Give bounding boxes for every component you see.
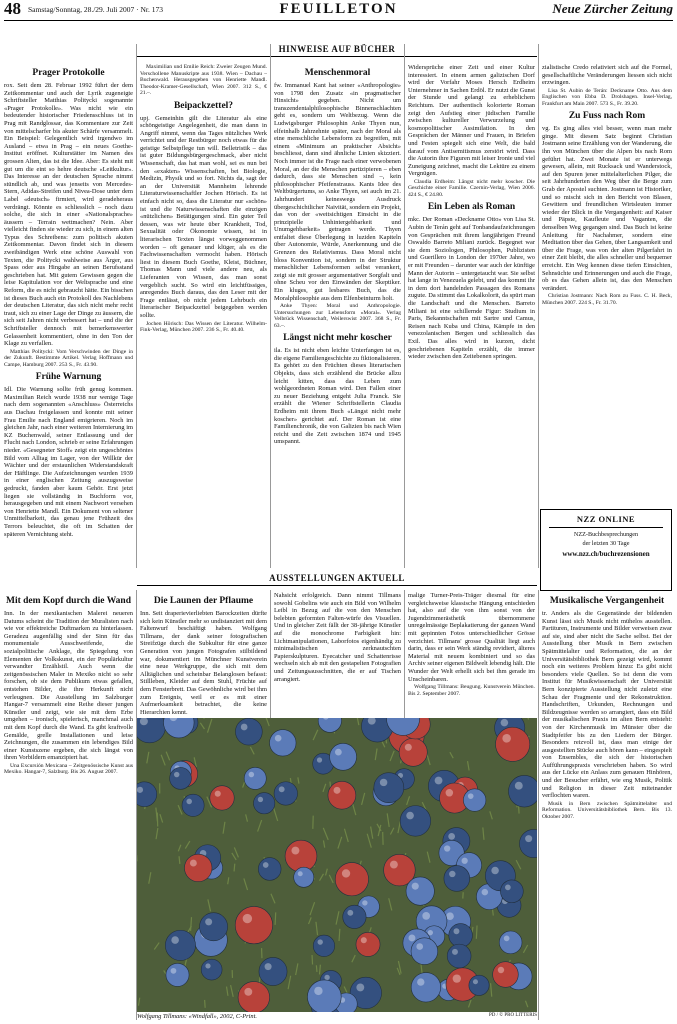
article-title: Prager Protokolle — [32, 68, 105, 78]
fruit-highlight — [390, 861, 398, 869]
column-4-bottom — [408, 592, 535, 716]
plum-fruit — [201, 959, 222, 980]
fruit-highlight — [171, 936, 179, 944]
plum-fruit — [330, 743, 357, 770]
fruit-highlight — [504, 936, 510, 942]
article-title: Frühe Warnung — [35, 372, 102, 383]
fruit-highlight — [449, 871, 455, 877]
apple-fruit — [493, 962, 519, 988]
fruit-highlight — [318, 939, 323, 944]
fruit-highlight — [468, 793, 474, 799]
fruit-highlight — [205, 963, 210, 968]
fruit-highlight — [408, 934, 415, 941]
fruit-highlight — [314, 987, 322, 995]
column-3-bottom — [274, 592, 401, 716]
fallen-fruit-image — [137, 718, 537, 1012]
fruit-highlight — [205, 918, 212, 925]
fruit-highlight — [473, 979, 478, 984]
plum-fruit — [444, 866, 470, 892]
plum-fruit — [170, 767, 192, 789]
article-text: upj. Gemeinhin gilt die Literatur als eine schöngeistige Angelegenheit, die man dann in Angriff nimmt, wenn das Tages nützliches Werk verrichtet und der Restbürger noch etwas für die geistige Selbstpflege tun will. Belletristik – das ist guter Bildungsbürgergeschmack, aber nicht Wissenschaft, das hat man wohl, sei es nun bei den «exakten» Wissenschaften, bei Biologie, Medizin, Physik und so fort. Nichts da, sagt der an der Universität Mannheim lehrende Literaturwissenschaftler Jochen Hörisch. Es ist einfach nicht so, dass die Literatur nur «schön» ist und die Naturwissenschaften die einzigen «nützlichen» Betätigungen sind. Ein guter Teil dessen, was wir heute über Krankheit, Tod, Sexualität oder Ökonomie wissen, ist in literarischen Texten längst vorweggenommen worden – oft genauer und klüger, als es die Fachwissenschaften vermocht haben. Hörisch liest in diesem Buch Goethe, Kleist, Büchner, Thomas Mann und viele andere neu, als Lieferanten von Wissen, das man sonst vergeblich sucht. So wird ein leichtfüssiges, anregendes Buch daraus, das den Leser mit der Frage entlässt, ob nicht jedem Lehrbuch ein literarischer Beipackzettel beigegeben werden sollte. — [140, 114, 267, 319]
fruit-highlight — [279, 786, 285, 792]
article-text: fw. Immanuel Kant hat seiner «Anthropologie» von 1798 den Zusatz «in pragmatischer Hinsicht» gegeben. Nicht um transzendentalphilosophische Binnenschlachten geht es, sondern um Weltbezug. Wenn die Ludwigsburger Philosophin Anke Thyen nun, elfeinhalb Jahrzehnte später, nach der Moral als eine menschliche Lebensform zu begreifen, mit einem «Minimum an praktischer Absicht» beschliesst, dann sind ähnliche Linien skizziert. Noch immer ist die Frage nach einer verwobenen Moral, an der die Menschen partizipieren – eben dadurch, dass sie Menschen sind –, kein philosophischer Pfeifenstrauss. Kants Idee des Weltbürgertums, so Anke Thyen, sei auch im 21. Jahrhundert keineswegs Ausdruck übergeschichtlicher Naivität, sondern ein Projekt, das von der «weitsichtigen Einsicht in die prinzipielle Unhintergehbarkeit und Unumgehbarkeit» getragen werde. Thyen entfaltet diese Überlegung in luziden Kapiteln über Autonomie, Würde, Anerkennung und die Grenzen des Relativismus. Dass Moral nicht bloss Konvention ist, sondern in der Struktur menschlicher Lebensformen selbst verankert, zeigt sie mit grosser argumentativer Sorgfalt und ohne Scheu vor den Einwänden der Skeptiker. Ein kluges, gut lesbares Buch, das die Moralphilosophie aus dem Elfenbeinturm holt. — [274, 82, 401, 302]
grass-blade — [179, 856, 180, 864]
fruit-highlight — [452, 949, 458, 955]
fruit-highlight — [171, 968, 177, 974]
fruit-highlight — [258, 797, 263, 802]
box-divider — [549, 527, 663, 528]
fruit-photo — [137, 718, 537, 1012]
article-title: Die Launen der Pflaume — [153, 596, 254, 606]
column-rule — [270, 590, 271, 718]
column-2-bottom — [140, 592, 267, 716]
apple-fruit — [238, 982, 270, 1012]
plum-fruit — [499, 931, 522, 954]
article-title: Beipackzettel? — [173, 100, 234, 111]
plum-fruit — [270, 730, 297, 757]
apple-fruit — [496, 727, 530, 761]
article-title: Mit dem Kopf durch die Wand — [5, 596, 132, 606]
plum-fruit — [259, 957, 287, 985]
column-4-top — [408, 64, 535, 567]
article-title: Zu Fuss nach Rom — [568, 111, 646, 122]
column-5-top — [542, 64, 672, 506]
plum-fruit — [374, 773, 404, 803]
fruit-highlight — [275, 735, 282, 742]
exhibition-reference: Una Excursión Mexicana – Zeitgenössische Kunst aus Mexiko. Hangar-7, Salzburg. Bis 26. August 2007. — [4, 762, 133, 776]
book-reference: Claudia Erdheim: Längst nicht mehr koscher. Die Geschichte einer Familie. Czernin-Verlag, Wien 2006. 424 S., € 24.80. — [408, 178, 535, 198]
fruit-highlight — [317, 757, 322, 762]
column-rule — [136, 44, 137, 568]
fruit-highlight — [265, 963, 272, 970]
fruit-highlight — [406, 812, 414, 820]
fruit-highlight — [342, 869, 350, 877]
plum-fruit — [244, 767, 266, 789]
plum-fruit — [449, 924, 473, 948]
article-text: ila. Es ist nicht eben leichte Unterfangen ist es, die eigene Familiengeschichte zu fiktionalisieren. Es gehört zu den Früchten dieses literarischen Objekts, dass sich erzählend die Brücke allzu leicht kitten, dass das Leben zum wohlgeordneten Roman wird. Den Fallen einer zu neuer Beziehung entgeht Julia Franck. Sie erzählt die Wiener Schriftstellerin Claudia Erdheim mit ihrem Buch «Längst nicht mehr koscher» gerichtet auf. Der Roman ist eine Familienchronik, die von Galizien bis nach Wien reicht und die Zeit zwischen 1874 und 1945 umspannt. — [274, 347, 401, 446]
plum-fruit — [509, 775, 537, 807]
fruit-highlight — [241, 724, 248, 731]
fruit-highlight — [291, 847, 299, 855]
plum-fruit — [274, 782, 297, 805]
book-reference: Lisa St. Aubin de Terán: Deckname Otto. Aus dem Englischen von Ebba D. Drolshagen. Insel-Verlag, Frankfurt am Main 2007. 573 S., Fr. 39.20. — [542, 87, 672, 107]
fruit-highlight — [263, 862, 269, 868]
plum-fruit — [469, 975, 489, 995]
nzz-online-line2: der letzten 30 Tage — [582, 540, 630, 547]
article-text: Inn. In der mexikanischen Malerei neueren Datums scheint die Tradition der Muralisten nach wie vor effektreiche Duftmarken zu hinterlassen. Geradezu augenfällig sind der Sinn für das monumentale Ausschweifende, die sozialpolitische Anklage, die Spiegelung von Elementen der Volkskunst, ein der Populärkultur verwandter Erzählstil. Auch wenn die zeitgenössischen Maler in Mexiko nicht so sehr forschen, ob sie dem Publikum etwas gefallen, entstehen Bilder, die ihre Herkunft nicht verleugnen. Die Ausstellung im Salzburger Hangar-7 versammelt eine Reihe dieser jungen Künstler und zeigt, wie sie mit dem Erbe umgehen – ironisch, spielerisch, manchmal auch mit dem Kopf durch die Wand. Es gibt kraftvolle Gemälde, grelle Installationen und leise Zeichnungen, die zusammen ein lebendiges Bild einer Kunstszene ergeben, die sich längst von ihren Vorbildern emanzipiert hat. — [4, 610, 133, 762]
article-text: malige Turner-Preis-Träger diesmal für eine vergleichsweise klassische Hängung entschieden hat, also auf die von ihm sonst von der Jugendzimmerästhetik übernommene unregelmässige Beplakatierung der ganzen Wand mit gepinnten Fotos unterschiedlicher Grösse verzichtet. Tillmans' grosse Qualität liegt auch darin, dass er sein Werk ständig revidiert, älteres Material mit neuem kombiniert und so das Archiv seiner eigenen Bildwelt lebendig hält. Die Wunder der Welt erhellt sich bei ihm gerade im Unscheinbaren. — [408, 592, 535, 683]
exhibition-reference: Musik in Bern zwischen Spätmittelalter und Reformation. Universitätsbibliothek Bern. Bis 13. Oktober 2007. — [542, 800, 672, 820]
article-title: Menschenmoral — [304, 68, 371, 78]
plum-fruit — [400, 806, 431, 837]
fruit-highlight — [249, 772, 255, 778]
column-5-bottom — [542, 592, 672, 1020]
plum-fruit — [254, 793, 275, 814]
plum-fruit — [294, 867, 314, 887]
article-text: vg. Es ging alles viel besser, wenn man mehr ginge. Mit diesem Satz beginnt Christian Jostmann seine Erzählung von der Wanderung, die ihn von München über die Alpen bis nach Rom geführt hat. Zwei Monate ist er unterwegs gewesen, allein, mit Rucksack und Wanderstock, auf den Spuren jener mittelalterlichen Pilger, die seit Jahrhunderten den Weg über die Berge zum Grab der Apostel suchten. Jostmann ist Historiker, und so mischt sich in den Bericht von Blasen, Gewittern und freundlichen Wirtsleuten immer wieder der Blick in die Vergangenheit: auf Kaiser und Päpste, Kaufleute und Vaganten, die denselben Weg gegangen sind. Das Buch ist keine Anleitung für Nachahmer, sondern eine Meditation über das Gehen, über Langsamkeit und über die Frage, was von der alten Pilgerfahrt in einer Zeit bleibt, die alles schneller und bequemer erreicht. Ein Weg kennen diese tiefen Einsichten, Sehnsüchte und Erinnerungen und auch die Frage, ob es das Gehen allein ist, das den Menschen verändert. — [542, 125, 672, 292]
fruit-highlight — [428, 930, 433, 935]
fruit-highlight — [361, 937, 367, 943]
plum-fruit — [166, 963, 189, 986]
grass-blade — [205, 1000, 206, 1008]
fruit-highlight — [417, 978, 424, 985]
column-rule — [270, 44, 271, 568]
column-2-top — [140, 64, 267, 567]
fruit-highlight — [515, 782, 523, 790]
fruit-highlight — [298, 871, 303, 876]
paper-logo: Neue Zürcher Zeitung — [552, 1, 673, 16]
photo-caption-text: Wolfgang Tillmans: «Windfall», 2002, C-Print. — [137, 1013, 257, 1020]
fruit-highlight — [244, 988, 252, 996]
plum-fruit — [235, 718, 262, 745]
column-3-top — [274, 64, 401, 567]
fruit-highlight — [453, 974, 461, 982]
plum-fruit — [307, 980, 341, 1012]
article-text: Widersprüche einer Zeit und einer Kultur interessiert. In einem armen galizischen Dorf wird der Vorfahr Moses Hersch Erdheim Unternehmer in Sachen Erdöl. Er nutzt die Gunst der Stunde und gelangt zu erheblichem Reichtum. Der authentisch kolorierte Roman zeigt den Aufstieg einer jüdischen Familie zwischen kultureller Verwurzelung und kosmopolitischer Assimilation. In den Gesprächen der Männer und Frauen, in Briefen und Festen spiegelt sich eine Welt, die bald darauf vom Antisemitismus zerstört wird. Dass die Autorin ihre Figuren mit leiser Ironie und viel Zuneigung zeichnet, macht die Lektüre zu einem Vergnügen. — [408, 64, 535, 178]
article-text: Idl. Die Warnung sollte früh genug kommen. Maximilian Reich wurde 1938 nur wenige Tage nach dem sogenannten «Anschluss» Österreichs aus Dachau freigelassen und konnte mit seiner Frau Emilie nach England emigrieren. Noch im gleichen Jahr, nach einer weiteren Internierung im KZ Buchenwald, seiner Entlassung und der Flucht nach London, schrieb er seine Erfahrungen nieder. «Gesegneter Stoff» zeigt ein ungeschöntes Bild vom Alltag im Lager, von der Willkür der Wächter und der erstaunlichen Widerstandskraft der Häftlinge. Die Aufzeichnungen wurden 1939 in einer englischen Zeitung auszugsweise gedruckt, fanden aber kaum Gehör. Erst jetzt liegen sie vollständig in Buchform vor, herausgegeben und mit einem Nachwort versehen von Henriette Mandl. Ein Dokument von seltener Unmittelbarkeit, das genau jene Frühzeit des Terrors beleuchtet, die oft im Schatten der späteren Vernichtung steht. — [4, 386, 133, 538]
article-title: Ein Leben als Roman — [427, 202, 516, 213]
books-section-heading: HINWEISE AUF BÜCHER — [137, 44, 537, 57]
article-text: Inn. Seit draperievierliebten Barockzeiten dürfte sich kein Künstler mehr so undistanziert mit dem Faltenwurf beschäftigt haben. Wolfgang Tillmans, der dank seiner fotografischen Streifzüge durch die Subkultur für eine ganze Generation von jungen Fotografen stilbildend war, dokumentiert im Münchner Kunstverein eine neue Werkgruppe, die sich mit dem Alltäglichen und scheinbar Belanglosen befasst: Stillleben, Kleider auf dem Stuhl, Früchte auf dem Fensterbrett. Das Gewöhnliche wird bei ihm zum Ereignis, weil er es mit einer Aufmerksamkeit betrachtet, die keine Hierarchien kennt. — [140, 610, 267, 716]
fruit-highlight — [412, 883, 419, 890]
fruit-highlight — [347, 910, 353, 916]
masthead — [4, 0, 673, 21]
fruit-highlight — [137, 787, 143, 793]
plum-fruit — [200, 913, 228, 941]
fruit-highlight — [416, 943, 423, 950]
fruit-highlight — [380, 779, 387, 786]
fruit-highlight — [243, 914, 252, 923]
fruit-highlight — [215, 791, 221, 797]
fruit-highlight — [334, 787, 341, 794]
fruit-highlight — [482, 889, 488, 895]
book-reference: Christian Jostmann: Nach Rom zu Fuss. C. H. Beck, München 2007. 224 S., Fr. 31.70. — [542, 293, 672, 306]
fruit-highlight — [444, 845, 450, 851]
fruit-highlight — [174, 772, 179, 777]
article-text: Nahsicht erfolgreich. Dann nimmt Tillmans sowohl Gobelins wie auch ein Bild von Wilhelm Leibl in Bezug auf die von den Menschen belebten geformten Falten-würfe des Visuellen. Und in gleicher Zeit fällt der 38-jährige Künstler auf die monochrome Farbigkeit hin: Lichtmanipulationen, Laborfotos eigenhändig zu minimalistischen zerknautschten Papierskulpturen. Eyecatcher und Schattenrisse wechseln sich ab mit den gestapelten Fotografien und Zeitungsausschnitten, die er auf Tischen arrangiert. — [274, 592, 401, 683]
plum-fruit — [182, 794, 204, 816]
article-title: Längst nicht mehr koscher — [283, 333, 392, 344]
article-text: rox. Seit dem 28. Februar 1992 führt der dem Zeitkommentar und auch der Lyrik zugeneigte Schriftsteller Matthias Politycki sogenannte «Prager Protokolle». Was nicht wie ein bedeutender historischer Friedensschluss ist in Prag mit Randglossar, das Kommentare zur Zeit von mittelscharfer bis akuter Schärfe versammelt. Ein Beispiel: Gelegentlich wird irgendwo im Ausland – etwa in Prag – ein neues Goethe-Institut eröffnet. Kulturstätter im Namen des grossen Alten, das ist die Idee. Aber: Es steht mit gut um die eint so hehre deutsche «Leitkultur». Das Interesse an der deutschen Sprache nimmt stündlich ab, und was jenseits von Mercedes-Stern, Adidas-Streifen und Nivea-Dose unter dem Label «deutsch» firmiert, wird geradeheraus verdrängt. Könnte es schliesslich – noch dazu solche, die sich in einer «Nationalsprache» äussern – Terrain wettmachen? Nein. Aber vielleicht finden sie wieder zu sich, in einem alten Typus des Schreibens: zum politisch akuten Zeitkommentar. Davon findet sich in diesem zweibändigen Werk eine schöne Auswahl von Texten, die Politycki wahlweise aus Ärger, aus Spass oder aus Hingabe an seinen Berufsstand geschrieben hat. Mit gutem Gewissen gegen die leise Kapitulation vor der Weltsprache und eine Reform, die es nicht gebraucht hätte. Ein bisschen ist dieses Buch auch ein Protokoll des Nachlebens der deutschen Literatur, das sich nicht mehr recht traut, sich zu einer Lage der Dinge zu äussern, die sich seit Jahren nicht verbessert hat – und die der Schriftsteller dennoch mit bemerkenswerter Gelassenheit kommentiert, ohne in den Ton der Klage zu verfallen. — [4, 82, 133, 348]
plum-fruit — [165, 930, 195, 960]
apple-fruit — [210, 786, 234, 810]
column-rule — [538, 590, 539, 1020]
exhibitions-section-heading: AUSSTELLUNGEN AKTUELL — [137, 573, 537, 586]
article-text: tr. Anders als die Gegenstände der bildenden Kunst lässt sich Musik nicht mühelos ausstellen. Partituren, Instrumente und Bilder verweisen zwar auf sie, sind aber nicht die Sache selbst. Bei der Ausstellung über Musik in Bern zwischen Spätmittelalter und Reformation, die an der Universitätsbibliothek Bern gezeigt wird, kommt noch ein weiteres Problem hinzu: Es gibt nicht besonders viele Quellen. So ist denn die vom Institut für Musikwissenschaft der Universität Bern konzipierte Ausstellung nicht zuletzt eine Schau der Fragmente und der Rekonstruktion. Handschriften, Urkunden, Rechnungen und Bildzeugnisse werden so arrangiert, dass ein Bild der musikalischen Praxis im alten Bern entsteht: von der Kirchenmusik im Münster über die Stadtpfeifer bis zu den Liedern der Bürger. Besonders reizvoll ist, dass man einige der ausgestellten Stücke auch hören kann – eingespielt von Ensembles, die sich der historischen Aufführungspraxis verschrieben haben. So wird aus der Lücke ein Anlass zum genauen Hinhören, und der Besucher erfährt, wie eng Musik, Politik und Religion in dieser Zeit miteinander verflochten waren. — [542, 610, 672, 800]
article-text: mkc. Der Roman «Deckname Otto» von Lisa St. Aubin de Terán geht auf Tonbandaufzeichnungen von Gesprächen mit ihrem langjährigen Freund Oswaldo Barreto Miliani zurück. Begegnet war sie dem Soziologen, Philosophen, Publizisten und Guerillero in London der 1970er Jahre, wo er mit Freunden – darunter war auch der künftige Mann der Autorin – untergetaucht war. Sie selbst hat lange in Venezuela gelebt, und das kommt ihr in dem dort handelnden Passagen des Romans zugute. Da stimmt das Lokalkolorit, da spürt man die Landschaft und die Menschen. Barreto Miliani ist eine schillernde Figur: Studium in Paris, Bekanntschaften mit Sartre und Camus, Reisen nach Kuba und China, Kämpfe in den venezolanischen Bergen und schliesslich das Exil. Das alles wird in kurzen, dicht geschriebenen Kapiteln erzählt, die immer wieder zwischen den Zeitebenen springen. — [408, 216, 535, 361]
fruit-highlight — [190, 860, 197, 867]
grass-blade — [275, 912, 276, 925]
column-1-top — [4, 64, 133, 567]
book-reference: Matthias Politycki: Vom Verschwinden der Dinge in der Zukunft. Bestimmte Artikel. Verlag Hoffmann und Campe, Hamburg 2007. 253 S., Fr. 43.90. — [4, 348, 133, 368]
photo-caption — [137, 1013, 537, 1020]
fruit-highlight — [356, 983, 364, 991]
book-reference: Anke Thyen: Moral und Anthropologie. Untersuchungen zur Lebensform «Moral». Verlag Velbrück Wissenschaft, Weilerswist 2007. 368 S., Fr. 63.–. — [274, 303, 401, 329]
nzz-online-line1: NZZ-Buchbesprechungen — [573, 531, 639, 538]
fruit-highlight — [525, 835, 532, 842]
column-1-bottom — [4, 592, 133, 1020]
article-text: zialistische Credo relativiert sich auf die Formel, gesellschaftliche Veränderungen liessen sich nicht erzwingen. — [542, 64, 672, 87]
fruit-highlight — [435, 777, 443, 785]
book-reference: Jochen Hörisch: Das Wissen der Literatur. Wilhelm-Fink-Verlag, München 2007. 236 S., Fr. 40.40. — [140, 320, 267, 334]
column-rule — [404, 590, 405, 718]
fruit-highlight — [502, 734, 511, 743]
fruit-highlight — [505, 884, 511, 890]
plum-fruit — [411, 973, 441, 1003]
fruit-highlight — [491, 867, 499, 875]
plum-fruit — [313, 935, 334, 956]
fruit-highlight — [448, 833, 455, 840]
grass-blade — [339, 929, 340, 941]
fruit-highlight — [501, 719, 509, 727]
column-rule — [538, 44, 539, 568]
fruit-highlight — [498, 967, 504, 973]
apple-fruit — [285, 840, 317, 872]
article-title: Musikalische Vergangenheit — [549, 596, 665, 606]
fruit-highlight — [446, 789, 454, 797]
fruit-highlight — [362, 900, 367, 905]
plum-fruit — [411, 938, 438, 965]
apple-fruit — [335, 863, 368, 896]
plum-fruit — [343, 905, 366, 928]
fruit-highlight — [335, 749, 342, 756]
fruit-highlight — [324, 975, 329, 980]
nzz-online-box — [540, 509, 672, 591]
plum-fruit — [258, 858, 281, 881]
fruit-highlight — [446, 912, 454, 920]
nzz-online-title: NZZ ONLINE — [576, 514, 636, 524]
book-reference: Maximilian und Emilie Reich: Zweier Zeugen Mund. Verschollene Manuskripte aus 1938. Wien – Dachau – Buchenwald. Herausgegeben von Henriette Mandl. Theodor-Kramer-Gesellschaft, Wien 2007. 312 S., € 21.–. — [140, 64, 267, 96]
plum-fruit — [463, 789, 486, 812]
section-title: FEUILLETON — [279, 1, 398, 17]
page-number: 48 — [4, 0, 21, 18]
photo-credit: PD / © PRO LITTERIS — [489, 1013, 537, 1018]
date-line: Samstag/Sonntag, 28./29. Juli 2007 · Nr. 173 — [28, 5, 163, 14]
apple-fruit — [356, 932, 380, 956]
grass-blade — [476, 925, 477, 938]
fruit-highlight — [186, 799, 192, 805]
grass-blade — [234, 864, 235, 872]
fruit-highlight — [454, 928, 460, 934]
fruit-highlight — [462, 858, 468, 864]
column-rule — [404, 44, 405, 568]
plum-fruit — [406, 877, 434, 905]
grass-blade — [316, 965, 317, 972]
plum-fruit — [500, 880, 523, 903]
apple-fruit — [328, 781, 356, 809]
nzz-online-link[interactable]: www.nzz.ch/buchrezensionen — [562, 550, 650, 558]
apple-fruit — [399, 738, 427, 766]
fruit-highlight — [405, 744, 412, 751]
apple-fruit — [184, 854, 212, 882]
plum-fruit — [447, 944, 471, 968]
fruit-highlight — [422, 912, 430, 920]
apple-fruit — [235, 906, 272, 943]
exhibition-reference: Wolfgang Tillmans: Beugung. Kunstverein München. Bis 2. September 2007. — [408, 684, 535, 697]
